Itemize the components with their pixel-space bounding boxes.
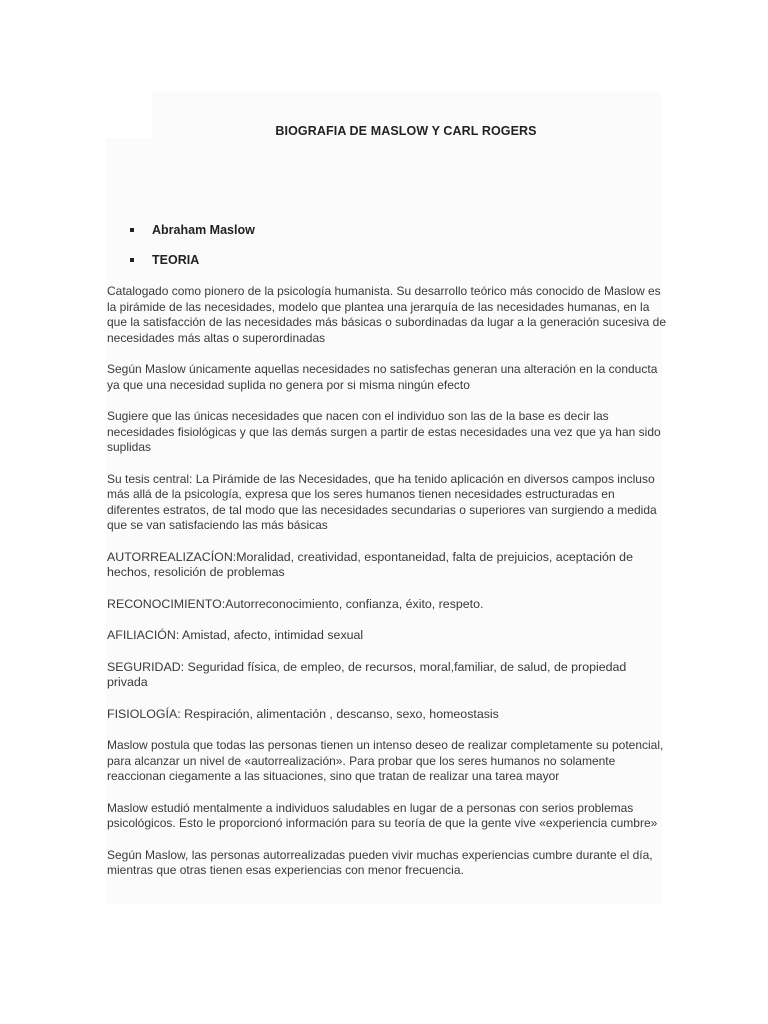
document-title: BIOGRAFIA DE MASLOW Y CARL ROGERS (275, 124, 537, 138)
bullet-square-icon (130, 228, 134, 232)
paragraph-central-thesis: Su tesis central: La Pirámide de las Necesidades, que ha tenido aplicación en diversos campos incluso más allá de la psicología, expresa que los seres humanos tienen necesidades estructuradas en diferentes estratos, de tal modo que las necesidades secundarias o superiores van surgiendo a medida que se van satisfaciendo las más básicas (107, 471, 657, 532)
bullet-label: TEORIA (152, 253, 200, 267)
bullet-item (130, 252, 255, 282)
paragraph-healthy-study: Maslow estudió mentalmente a individuos saludables en lugar de a personas con serios problemas psicológicos. Esto le proporcionó información para su teoría de que la gente vive «experiencia cumbre» (107, 800, 658, 830)
bullet-item (130, 222, 255, 252)
paragraph-unmet-needs: Según Maslow únicamente aquellas necesidades no satisfechas generan una alteración en la conducta ya que una necesidad suplida no genera por si misma ningún efecto (107, 362, 658, 392)
bullet-list (130, 222, 255, 282)
level-physiology: FISIOLOGÍA: Respiración, alimentación , descanso, sexo, homeostasis (107, 706, 499, 721)
level-self-actualization: AUTORREALIZACÍON:Moralidad, creatividad, espontaneidad, falta de prejuicios, aceptación de hechos, resolición de problemas (107, 549, 633, 579)
paragraph-innate-needs: Sugiere que las únicas necesidades que nacen con el individuo son las de la base es decir las necesidades fisiológicas y que las demás surgen a partir de estas necesidades una vez que ya han sido suplidas (107, 409, 661, 454)
level-affiliation: AFILIACIÓN: Amistad, afecto, intimidad sexual (107, 628, 364, 642)
bullet-square-icon (130, 258, 134, 262)
level-recognition: RECONOCIMIENTO:Autorreconocimiento, confianza, éxito, respeto. (107, 596, 484, 611)
paragraph-intro: Catalogado como pionero de la psicología humanista. Su desarrollo teórico más conocido de Maslow es la pirámide de las necesidades, modelo que plantea una jerarquía de las necesidades humanas, en la que la satisfacción de las necesidades más básicas o subordinadas da lugar a la generación sucesiva de necesidades más altas o superordinadas (107, 284, 667, 345)
document-body (107, 284, 667, 895)
bullet-label: Abraham Maslow (152, 223, 255, 237)
paragraph-potential: Maslow postula que todas las personas tienen un intenso deseo de realizar completamente su potencial, para alcanzar un nivel de «autorrealización». Para probar que los seres humanos no solamente reaccionan ciegamente a las situaciones, sino que tratan de realizar una tarea mayor (107, 738, 664, 783)
level-safety: SEGURIDAD: Seguridad física, de empleo, de recursos, moral,familiar, de salud, de propiedad privada (107, 659, 627, 689)
paragraph-peak-experiences: Según Maslow, las personas autorrealizadas pueden vivir muchas experiencias cumbre durante el día, mientras que otras tienen esas experiencias con menor frecuencia. (107, 847, 653, 877)
